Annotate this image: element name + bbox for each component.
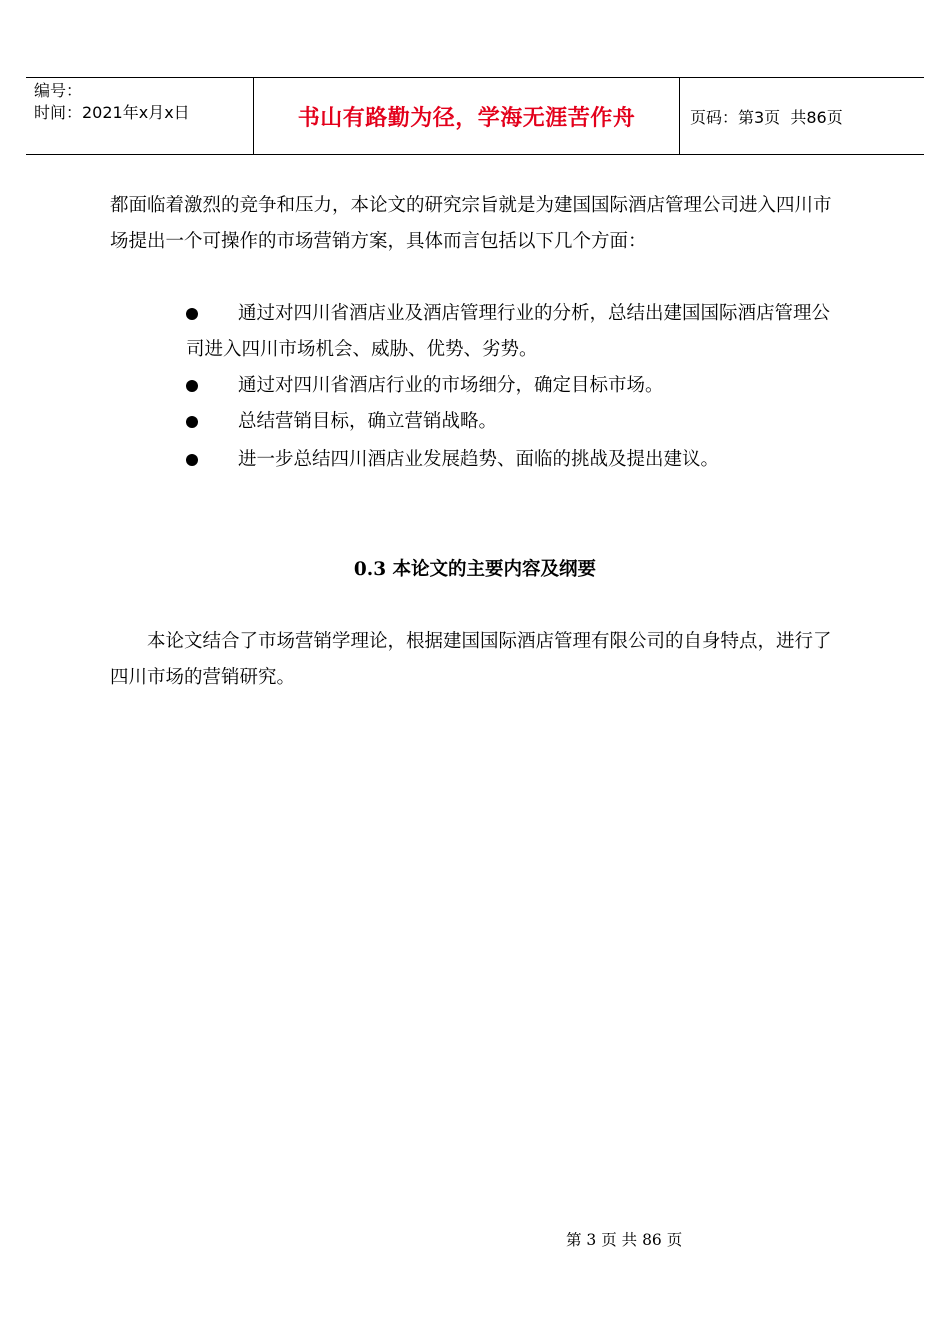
header-motto-cell xyxy=(254,78,680,154)
bullet-item xyxy=(186,442,842,478)
document-time-label: 时间：2021年x月x日 xyxy=(34,103,190,122)
intro-paragraph: 都面临着激烈的竞争和压力，本论文的研究宗旨就是为建国国际酒店管理公司进入四川市场提出一个可操作的市场营销方案，具体而言包括以下几个方面： xyxy=(110,195,832,252)
bullet-item xyxy=(186,404,842,440)
footer-page-number: 第 3 页 共 86 页 xyxy=(566,1231,683,1249)
document-number-label: 编号： xyxy=(34,81,83,100)
section-paragraph: 本论文结合了市场营销学理论，根据建国国际酒店管理有限公司的自身特点，进行了四川市场的营销研究。 xyxy=(110,631,832,688)
bullet-item xyxy=(186,296,842,368)
bullet-text: 总结营销目标，确立营销战略。 xyxy=(238,411,498,432)
header-motto: 书山有路勤为径，学海无涯苦作舟 xyxy=(297,105,636,131)
bullet-dot-icon xyxy=(186,416,198,428)
bullet-dot-icon xyxy=(186,454,198,466)
header-page-info: 页码：第3页 共86页 xyxy=(690,107,843,127)
section-heading: 0.3 本论文的主要内容及纲要 xyxy=(353,559,597,580)
header-meta-cell xyxy=(26,78,254,154)
bullet-text: 通过对四川省酒店业及酒店管理行业的分析，总结出建国国际酒店管理公司进入四川市场机会、威胁、优势、劣势。 xyxy=(186,303,831,360)
bullet-dot-icon xyxy=(186,380,198,392)
bullet-dot-icon xyxy=(186,308,198,320)
header-page-cell xyxy=(680,78,924,154)
bullet-text: 进一步总结四川酒店业发展趋势、面临的挑战及提出建议。 xyxy=(238,449,720,470)
bullet-item xyxy=(186,368,842,404)
document-header xyxy=(26,77,924,155)
bullet-text: 通过对四川省酒店行业的市场细分，确定目标市场。 xyxy=(238,375,664,396)
